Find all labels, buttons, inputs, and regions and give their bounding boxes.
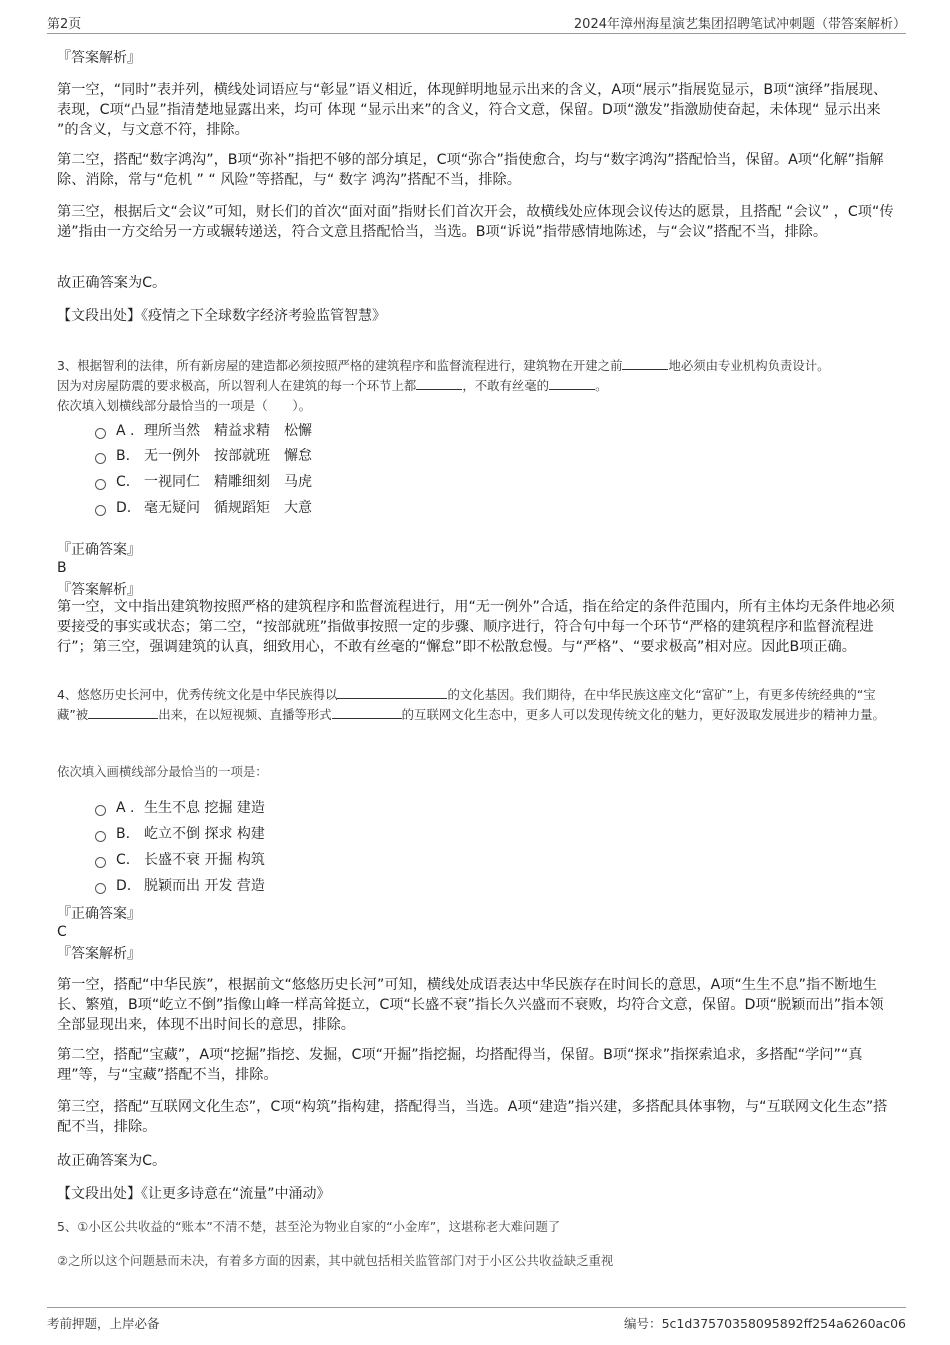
- q4-correct-tag: 『正确答案』: [57, 906, 141, 922]
- answer-blank: [332, 705, 402, 719]
- q5-line-2: ②之所以这个问题悬而未决，有着多方面的因素，其中就包括相关监管部门对于小区公共收益缺乏重视: [57, 1253, 614, 1268]
- q3-correct-answer: B: [57, 560, 67, 576]
- radio-button[interactable]: [95, 428, 106, 439]
- q4-analysis-para-1: 第一空，搭配“中华民族”，根据前文“悠悠历史长河”可知，横线处成语表达中华民族存在时间长的意思，A项“生生不息”指不断地生长、繁殖，B项“屹立不倒”指像山峰一样高耸挺立，C项“长盛不衰”指长久兴盛而不衰败，均符合文意，保留。D项“脱颖而出”指本领全部显现出来，体现不出时间长的意思，排除。: [57, 977, 884, 1033]
- q4-option-c[interactable]: C. 长盛不衰 开掘 构筑: [95, 849, 265, 869]
- page-footer: [47, 1307, 906, 1336]
- radio-button[interactable]: [95, 857, 106, 868]
- q3-correct-tag: 『正确答案』: [57, 542, 141, 558]
- q4-option-a[interactable]: A . 生生不息 挖掘 建造: [95, 797, 265, 817]
- source-title: 《疫情之下全球数字经济考验监管智慧》: [141, 308, 386, 324]
- q3-option-b[interactable]: B. 无一例外 按部就班 懈怠: [95, 445, 326, 465]
- radio-button[interactable]: [95, 453, 106, 464]
- answer-blank: [88, 705, 158, 719]
- answer-blank: [416, 376, 462, 390]
- answer-blank: [549, 376, 595, 390]
- radio-button[interactable]: [95, 831, 106, 842]
- q4-conclusion: 故正确答案为C。: [57, 1153, 167, 1169]
- source-tag: 【文段出处】: [57, 308, 141, 324]
- q4-analysis-para-2: 第二空，搭配“宝藏”，A项“挖掘”指挖、发掘，C项“开掘”指挖掘，均搭配得当，保留。B项“探求”指探索追求，多搭配“学问”“真理”等，与“宝藏”搭配不当，排除。: [57, 1047, 863, 1083]
- q5-line-1: 5、①小区公共收益的“账本”不清不楚，甚至沦为物业自家的“小金库”，这堪称老大难问题了: [57, 1219, 561, 1234]
- footer-slogan: 考前押题，上岸必备: [47, 1316, 160, 1331]
- q4-analysis-tag: 『答案解析』: [57, 946, 141, 962]
- q3-option-a[interactable]: A . 理所当然 精益求精 松懈: [95, 420, 326, 440]
- page-number: 第2页: [47, 17, 82, 32]
- q2-analysis-tag: 『答案解析』: [57, 50, 141, 66]
- q4-option-b[interactable]: B. 屹立不倒 探求 构建: [95, 823, 265, 843]
- q4-option-d[interactable]: D. 脱颖而出 开发 营造: [95, 875, 265, 895]
- q3-analysis-tag: 『答案解析』: [57, 582, 141, 598]
- document-code: [624, 1314, 906, 1332]
- q2-analysis-para-3: 第三空，根据后文“会议”可知，财长们的首次“面对面”指财长们首次开会，故横线处应体现会议传达的愿景，且搭配 “会议” ，C项“传递”指由一方交给另一方或辗转递送，符合文意且搭配恰当，当选。B项“诉说”指带感情地陈述，与“会议”搭配不当，排除。: [57, 204, 894, 240]
- answer-blank: [337, 685, 447, 699]
- q3-option-d[interactable]: D. 毫无疑问 循规蹈矩 大意: [95, 497, 326, 517]
- q4-source: [57, 1183, 897, 1204]
- radio-button[interactable]: [95, 883, 106, 894]
- source-title: 《让更多诗意在“流量”中涌动》: [141, 1186, 331, 1202]
- page-header: [47, 13, 906, 34]
- q3-stem: 3、根据智利的法律，所有新房屋的建造都必须按照严格的建筑程序和监督流程进行，建筑物在开建之前 地必须由专业机构负责设计。 因为对房屋防震的要求极高，所以智利人在建筑的每一个环节上都 ，不敢有丝毫的 。 依次填入划横线部分最恰当的一项是（ ）。: [57, 358, 830, 413]
- q2-analysis-para-2: 第二空，搭配“数字鸿沟”，B项“弥补”指把不够的部分填足，C项“弥合”指使愈合，均与“数字鸿沟”搭配恰当，保留。A项“化解”指解除、消除，常与“危机 ” “ 风险”等搭配，与“ 数字 鸿沟”搭配不当，排除。: [57, 152, 884, 188]
- q3-analysis: 第一空，文中指出建筑物按照严格的建筑程序和监督流程进行，用“无一例外”合适，指在给定的条件范围内，所有主体均无条件地必须要接受的事实或状态；第二空，“按部就班”指做事按照一定的步骤、顺序进行，符合句中每一个环节“严格的建筑程序和监督流程进行”；第三空，强调建筑的认真，细致用心，不敢有丝毫的“懈怠”即不松散怠慢。与“严格”、“要求极高”相对应。因此B项正确。: [57, 599, 895, 655]
- code-value: 5c1d37570358095892ff254a6260ac06: [661, 1316, 906, 1331]
- q2-analysis-para-1: 第一空，“同时”表并列，横线处词语应与“彰显”语义相近，体现鲜明地显示出来的含义，A项“展示”指展览显示，B项“演绎”指展现、表现，C项“凸显”指清楚地显露出来，均可 体现 “显示出来”的含义，符合文意，保留。D项“激发”指激励使奋起，未体现“ 显示出来 ”的含义，与文意不符，排除。: [57, 82, 888, 138]
- document-title: 2024年漳州海星演艺集团招聘笔试冲刺题（带答案解析）: [573, 17, 906, 32]
- q4-instruction: 依次填入画横线部分最恰当的一项是：: [57, 764, 268, 779]
- source-tag: 【文段出处】: [57, 1186, 141, 1202]
- radio-button[interactable]: [95, 479, 106, 490]
- q4-stem: 4、悠悠历史长河中，优秀传统文化是中华民族得以 的文化基因。我们期待，在中华民族这座文化“富矿”上，有更多传统经典的“宝藏”被 出来，在以短视频、直播等形式 的互联网文化生态中，更多人可以发现传统文化的魅力，更好汲取发展进步的精神力量。: [57, 687, 885, 722]
- q2-conclusion: 故正确答案为C。: [57, 275, 167, 291]
- answer-blank: [622, 356, 668, 370]
- code-label: 编号：: [624, 1316, 662, 1331]
- radio-button[interactable]: [95, 505, 106, 516]
- q2-source: [57, 305, 897, 326]
- q4-correct-answer: C: [57, 924, 67, 940]
- radio-button[interactable]: [95, 805, 106, 816]
- q4-analysis-para-3: 第三空，搭配“互联网文化生态”，C项“构筑”指构建，搭配得当，当选。A项“建造”指兴建，多搭配具体事物，与“互联网文化生态”搭配不当，排除。: [57, 1099, 888, 1135]
- q3-option-c[interactable]: C. 一视同仁 精雕细刻 马虎: [95, 471, 326, 491]
